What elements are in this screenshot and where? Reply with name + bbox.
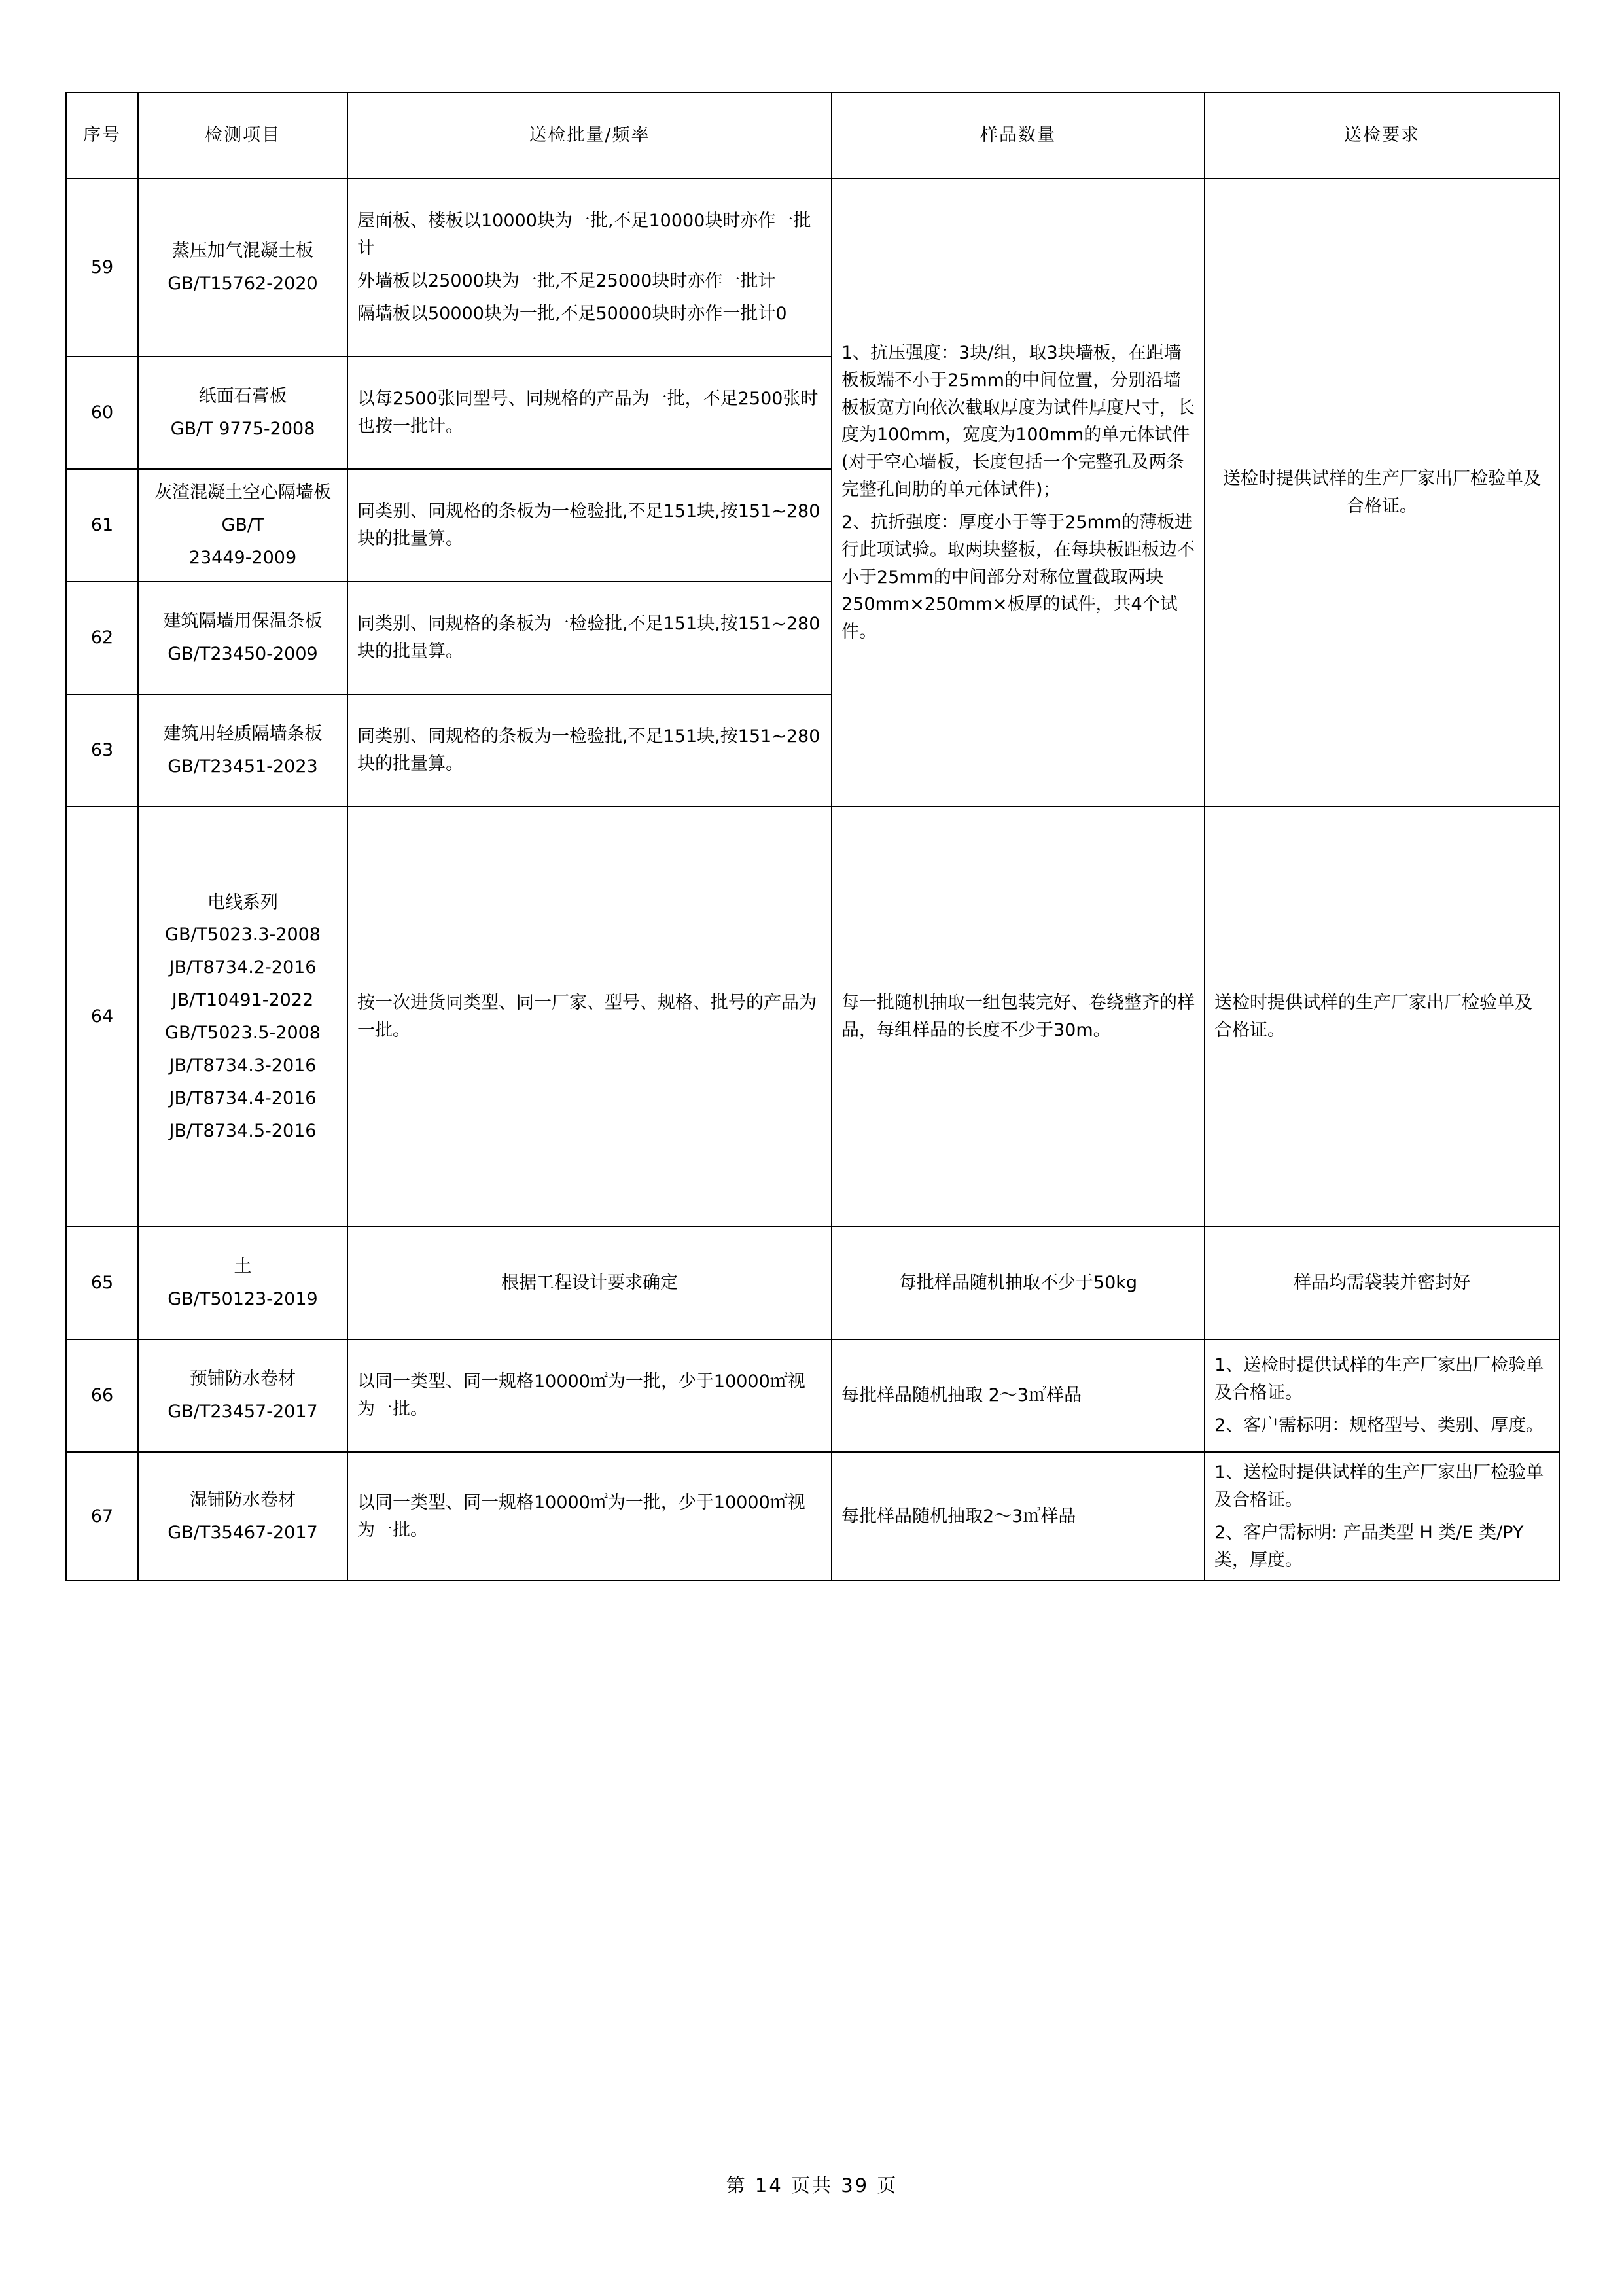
cell-item bbox=[138, 1339, 347, 1452]
req-line: 2、客户需标明: 产品类型 H 类/E 类/PY 类，厚度。 bbox=[1214, 1522, 1524, 1570]
table-row bbox=[66, 1339, 1559, 1452]
cell-no: 61 bbox=[66, 469, 138, 582]
cell-qty bbox=[832, 1227, 1205, 1339]
qty-line: 每批样品随机抽取不少于50kg bbox=[898, 1273, 1138, 1294]
req-line: 样品均需袋装并密封好 bbox=[1294, 1273, 1470, 1294]
cell-item bbox=[138, 807, 347, 1227]
column-header-item: 检测项目 bbox=[138, 92, 347, 179]
cell-batch bbox=[347, 582, 832, 694]
cell-item bbox=[138, 694, 347, 807]
item-standard: GB/T bbox=[221, 515, 264, 536]
table-header bbox=[66, 92, 1559, 179]
cell-qty bbox=[832, 1452, 1205, 1581]
table-header-row bbox=[66, 92, 1559, 179]
cell-no: 64 bbox=[66, 807, 138, 1227]
req-line: 2、客户需标明：规格型号、类别、厚度。 bbox=[1214, 1415, 1544, 1436]
batch-line: 以同一类型、同一规格10000㎡为一批，少于10000㎡视为一批。 bbox=[357, 1492, 805, 1540]
item-name: 建筑隔墙用保温条板 bbox=[163, 611, 323, 632]
item-name: 纸面石膏板 bbox=[198, 386, 287, 407]
cell-batch bbox=[347, 1339, 832, 1452]
cell-no: 60 bbox=[66, 357, 138, 469]
item-standard: GB/T35467-2017 bbox=[168, 1522, 318, 1543]
column-header-batch: 送检批量/频率 bbox=[347, 92, 832, 179]
item-standard: JB/T8734.2-2016 bbox=[169, 957, 317, 978]
cell-no: 67 bbox=[66, 1452, 138, 1581]
cell-item bbox=[138, 179, 347, 357]
table-body bbox=[66, 179, 1559, 1581]
batch-line: 根据工程设计要求确定 bbox=[501, 1273, 678, 1294]
cell-no: 66 bbox=[66, 1339, 138, 1452]
cell-item bbox=[138, 357, 347, 469]
item-standard: GB/T23450-2009 bbox=[168, 644, 318, 664]
cell-batch bbox=[347, 1452, 832, 1581]
table-row bbox=[66, 179, 1559, 357]
cell-batch bbox=[347, 694, 832, 807]
cell-req bbox=[1205, 1227, 1559, 1339]
batch-line: 同类别、同规格的条板为一检验批,不足151块,按151~280块的批量算。 bbox=[357, 614, 821, 662]
table-row bbox=[66, 1452, 1559, 1581]
cell-item bbox=[138, 1227, 347, 1339]
page-footer: 第 14 页共 39 页 bbox=[726, 2174, 898, 2197]
item-name: 灰渣混凝土空心隔墙板 bbox=[154, 482, 331, 503]
item-standard: JB/T8734.5-2016 bbox=[169, 1120, 317, 1141]
cell-batch bbox=[347, 179, 832, 357]
cell-req-group: 送检时提供试样的生产厂家出厂检验单及合格证。 bbox=[1205, 179, 1559, 807]
item-standard: GB/T50123-2019 bbox=[168, 1289, 318, 1309]
item-name: 预铺防水卷材 bbox=[190, 1369, 296, 1390]
cell-no: 63 bbox=[66, 694, 138, 807]
cell-qty bbox=[832, 807, 1205, 1227]
batch-line: 以同一类型、同一规格10000㎡为一批，少于10000㎡视为一批。 bbox=[357, 1371, 805, 1419]
cell-no: 62 bbox=[66, 582, 138, 694]
item-name: 电线系列 bbox=[207, 892, 278, 913]
item-standard: GB/T23457-2017 bbox=[168, 1402, 318, 1422]
cell-no: 65 bbox=[66, 1227, 138, 1339]
req-line: 送检时提供试样的生产厂家出厂检验单及合格证。 bbox=[1214, 993, 1532, 1040]
batch-line: 隔墙板以50000块为一批,不足50000块时亦作一批计0 bbox=[357, 303, 787, 324]
batch-line: 按一次进货同类型、同一厂家、型号、规格、批号的产品为一批。 bbox=[357, 993, 817, 1040]
qty-paragraph: 2、抗折强度：厚度小于等于25mm的薄板进行此项试验。取两块整板，在每块板距板边不小于25mm的中间部分对称位置截取两块250mm×250mm×板厚的试件，共4个试件。 bbox=[841, 512, 1195, 643]
item-name: 建筑用轻质隔墙条板 bbox=[163, 724, 323, 745]
cell-req bbox=[1205, 807, 1559, 1227]
table-row bbox=[66, 807, 1559, 1227]
cell-qty-group bbox=[832, 179, 1205, 807]
column-header-qty: 样品数量 bbox=[832, 92, 1205, 179]
cell-item bbox=[138, 469, 347, 582]
item-standard: GB/T5023.3-2008 bbox=[165, 925, 321, 945]
cell-batch bbox=[347, 357, 832, 469]
batch-line: 外墙板以25000块为一批,不足25000块时亦作一批计 bbox=[357, 271, 776, 291]
cell-req bbox=[1205, 1339, 1559, 1452]
cell-req bbox=[1205, 1452, 1559, 1581]
qty-line: 每一批随机抽取一组包装完好、卷绕整齐的样品，每组样品的长度不少于30m。 bbox=[841, 993, 1195, 1040]
item-standard: JB/T8734.3-2016 bbox=[169, 1055, 317, 1076]
cell-batch bbox=[347, 807, 832, 1227]
req-line: 1、送检时提供试样的生产厂家出厂检验单及合格证。 bbox=[1214, 1355, 1544, 1404]
inspection-requirements-table bbox=[65, 92, 1560, 1581]
cell-no: 59 bbox=[66, 179, 138, 357]
item-standard: JB/T8734.4-2016 bbox=[169, 1087, 317, 1108]
cell-batch bbox=[347, 1227, 832, 1339]
item-standard: GB/T5023.5-2008 bbox=[165, 1023, 321, 1043]
column-header-no: 序号 bbox=[66, 92, 138, 179]
batch-line: 以每2500张同型号、同规格的产品为一批，不足2500张时也按一批计。 bbox=[357, 389, 819, 436]
qty-paragraph: 1、抗压强度：3块/组，取3块墙板，在距墙板板端不小于25mm的中间位置，分别沿墙板板宽方向依次截取厚度为试件厚度尺寸，长度为100mm，宽度为100mm的单元体试件(对于空心墙板，长度包括一个完整孔及两条完整孔间肋的单元体试件)； bbox=[841, 342, 1195, 501]
item-standard: GB/T15762-2020 bbox=[168, 274, 318, 294]
item-name: 蒸压加气混凝土板 bbox=[172, 241, 313, 262]
column-header-req: 送检要求 bbox=[1205, 92, 1559, 179]
req-line: 1、送检时提供试样的生产厂家出厂检验单及合格证。 bbox=[1214, 1462, 1544, 1510]
batch-line: 同类别、同规格的条板为一检验批,不足151块,按151~280块的批量算。 bbox=[357, 501, 821, 549]
item-standard: GB/T23451-2023 bbox=[168, 756, 318, 777]
batch-line: 同类别、同规格的条板为一检验批,不足151块,按151~280块的批量算。 bbox=[357, 726, 821, 774]
item-name: 土 bbox=[234, 1256, 252, 1277]
cell-item bbox=[138, 1452, 347, 1581]
item-name: 湿铺防水卷材 bbox=[190, 1489, 296, 1510]
qty-line: 每批样品随机抽取2～3㎡样品 bbox=[841, 1506, 1076, 1527]
cell-item bbox=[138, 582, 347, 694]
table-row bbox=[66, 1227, 1559, 1339]
cell-batch bbox=[347, 469, 832, 582]
item-standard: JB/T10491-2022 bbox=[171, 990, 314, 1011]
qty-line: 每批样品随机抽取 2～3㎡样品 bbox=[841, 1385, 1082, 1406]
item-standard: GB/T 9775-2008 bbox=[170, 419, 315, 439]
cell-qty bbox=[832, 1339, 1205, 1452]
item-standard-cont: 23449-2009 bbox=[188, 547, 297, 568]
batch-line: 屋面板、楼板以10000块为一批,不足10000块时亦作一批计 bbox=[357, 211, 811, 259]
